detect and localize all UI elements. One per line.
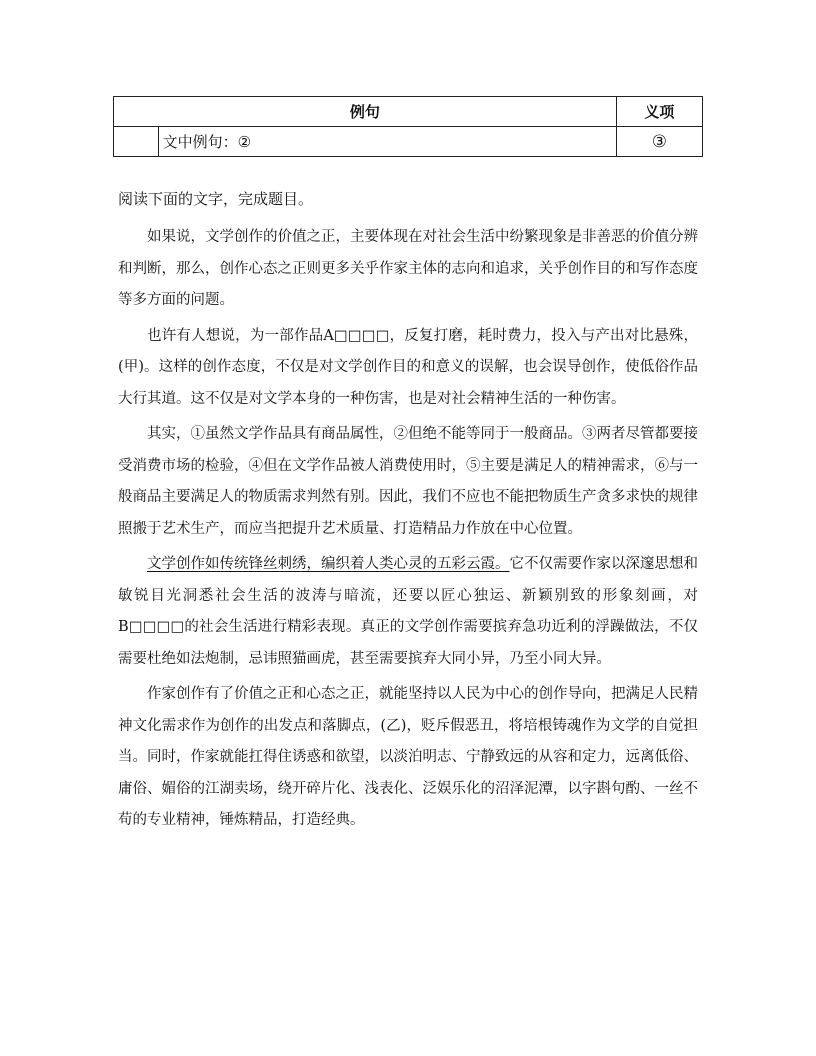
paragraph-4 [118, 549, 698, 675]
header-meaning: 义项 [616, 97, 702, 127]
paragraph-1: 如果说，文学创作的价值之正，主要体现在对社会生活中纷繁现象是非善恶的价值分辨和判断，那么，创作心态之正则更多关乎作家主体的志向和追求，关乎创作目的和写作态度等多方面的问题。 [118, 229, 698, 308]
header-sentence: 例句 [114, 97, 617, 127]
paragraph-2: 也许有人想说，为一部作品A□□□□，反复打磨，耗时费力，投入与产出对比悬殊，(甲)。这样的创作态度，不仅是对文学创作目的和意义的误解，也会误导创作，使低俗作品大行其道。这不仅是对文学本身的一种伤害，也是对社会精神生活的一种伤害。 [118, 327, 698, 407]
example-table [113, 96, 703, 157]
table-header-row [114, 97, 703, 127]
row-sentence-cell: 文中例句：② [158, 127, 616, 157]
paragraph-4-rest: 它不仅需要作家以深邃思想和敏锐目光洞悉社会生活的波涛与暗流，还要以匠心独运、新颖别致的形象刻画，对B□□□□的社会生活进行精彩表现。真正的文学创作需要摈弃急功近利的浮躁做法，不仅需要杜绝如法炮制，忌讳照猫画虎，甚至需要摈弃大同小异，乃至小同大异。 [118, 556, 698, 667]
row-blank-cell [114, 127, 159, 157]
table-row [114, 127, 703, 157]
reading-instruction: 阅读下面的文字，完成题目。 [118, 190, 314, 208]
paragraph-5: 作家创作有了价值之正和心态之正，就能坚持以人民为中心的创作导向，把满足人民精神文化需求作为创作的出发点和落脚点，(乙)，贬斥假恶丑，将培根铸魂作为文学的自觉担当。同时，作家就能扛得住诱惑和欲望，以淡泊明志、宁静致远的从容和定力，远离低俗、庸俗、媚俗的江湖卖场，绕开碎片化、浅表化、泛娱乐化的沼泽泥潭，以字斟句酌、一丝不苟的专业精神，锤炼精品，打造经典。 [118, 686, 698, 828]
paragraph-3: 其实，①虽然文学作品具有商品属性，②但绝不能等同于一般商品。③两者尽管都要接受消费市场的检验，④但在文学作品被人消费使用时，⑤主要是满足人的精神需求，⑥与一般商品主要满足人的物质需求判然有别。因此，我们不应也不能把物质生产贪多求快的规律照搬于艺术生产，而应当把提升艺术质量、打造精品力作放在中心位置。 [118, 426, 698, 537]
underlined-sentence: 文学创作如传统锋丝刺绣，编织着人类心灵的五彩云霞。 [147, 556, 510, 572]
row-meaning-cell: ③ [616, 127, 702, 157]
article-body [118, 222, 698, 841]
